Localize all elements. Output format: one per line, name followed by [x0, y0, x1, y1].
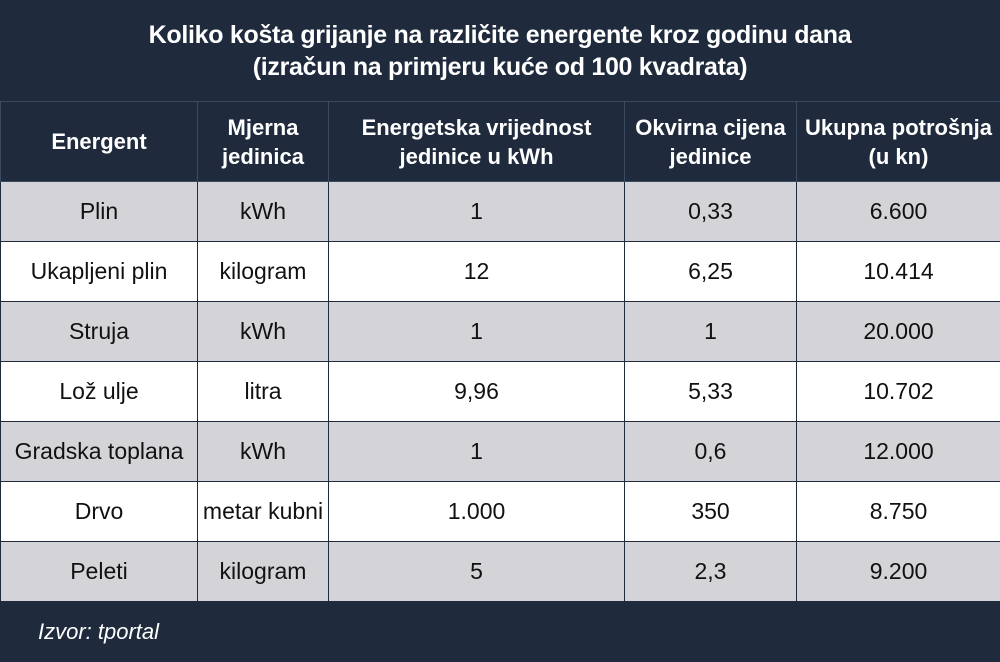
cell-unit: kilogram — [198, 242, 329, 302]
cell-total-cost: 9.200 — [797, 542, 1000, 602]
title-line-1: Koliko košta grijanje na različite energente kroz godinu dana — [148, 20, 852, 49]
column-header-line: Okvirna cijena — [635, 114, 786, 140]
table-row — [1, 542, 1000, 602]
column-header-energent — [1, 102, 198, 182]
column-header-line: Mjerna — [227, 114, 299, 140]
column-header-line: Energent — [51, 129, 147, 154]
table-row — [1, 422, 1000, 482]
cell-unit: kWh — [198, 182, 329, 242]
cell-energy-value: 5 — [329, 542, 625, 602]
cell-unit-price: 350 — [625, 482, 797, 542]
cell-unit: litra — [198, 362, 329, 422]
table-row — [1, 302, 1000, 362]
cell-total-cost: 12.000 — [797, 422, 1000, 482]
cell-unit-price: 1 — [625, 302, 797, 362]
cell-total-cost: 20.000 — [797, 302, 1000, 362]
heating-cost-table — [0, 101, 1000, 602]
cell-unit-price: 0,33 — [625, 182, 797, 242]
column-header-total-cost — [797, 102, 1000, 182]
cell-unit: kWh — [198, 302, 329, 362]
table-row — [1, 242, 1000, 302]
table-row — [1, 362, 1000, 422]
cell-energent: Ukapljeni plin — [1, 242, 198, 302]
cell-unit-price: 0,6 — [625, 422, 797, 482]
table-title — [0, 0, 1000, 101]
cell-unit-price: 5,33 — [625, 362, 797, 422]
header-row — [1, 102, 1000, 182]
column-header-line: jedinica — [222, 143, 304, 169]
cell-energy-value: 1 — [329, 302, 625, 362]
column-header-energy-value — [329, 102, 625, 182]
cell-total-cost: 6.600 — [797, 182, 1000, 242]
column-header-line: Ukupna potrošnja — [804, 114, 992, 140]
column-header-unit — [198, 102, 329, 182]
cell-unit: kWh — [198, 422, 329, 482]
cell-energent: Drvo — [1, 482, 198, 542]
cell-total-cost: 8.750 — [797, 482, 1000, 542]
table-body — [1, 182, 1000, 602]
cell-unit: kilogram — [198, 542, 329, 602]
column-header-line: jedinice u kWh — [399, 143, 554, 169]
table-row — [1, 482, 1000, 542]
cell-energent: Peleti — [1, 542, 198, 602]
cell-unit-price: 6,25 — [625, 242, 797, 302]
cell-energent: Struja — [1, 302, 198, 362]
cell-energent: Lož ulje — [1, 362, 198, 422]
cell-unit: metar kubni — [198, 482, 329, 542]
cell-unit-price: 2,3 — [625, 542, 797, 602]
source-note: Izvor: tportal — [38, 618, 160, 644]
column-header-line: (u kn) — [868, 143, 929, 169]
cell-energent: Gradska toplana — [1, 422, 198, 482]
cell-energy-value: 12 — [329, 242, 625, 302]
cell-energy-value: 1 — [329, 182, 625, 242]
cell-energy-value: 1.000 — [329, 482, 625, 542]
title-line-2: (izračun na primjeru kuće od 100 kvadrata) — [252, 52, 748, 81]
column-header-unit-price — [625, 102, 797, 182]
cell-energy-value: 9,96 — [329, 362, 625, 422]
cell-total-cost: 10.414 — [797, 242, 1000, 302]
cell-energy-value: 1 — [329, 422, 625, 482]
cell-total-cost: 10.702 — [797, 362, 1000, 422]
column-header-line: Energetska vrijednost — [361, 114, 592, 140]
table-row — [1, 182, 1000, 242]
cell-energent: Plin — [1, 182, 198, 242]
column-header-line: jedinice — [669, 143, 752, 169]
